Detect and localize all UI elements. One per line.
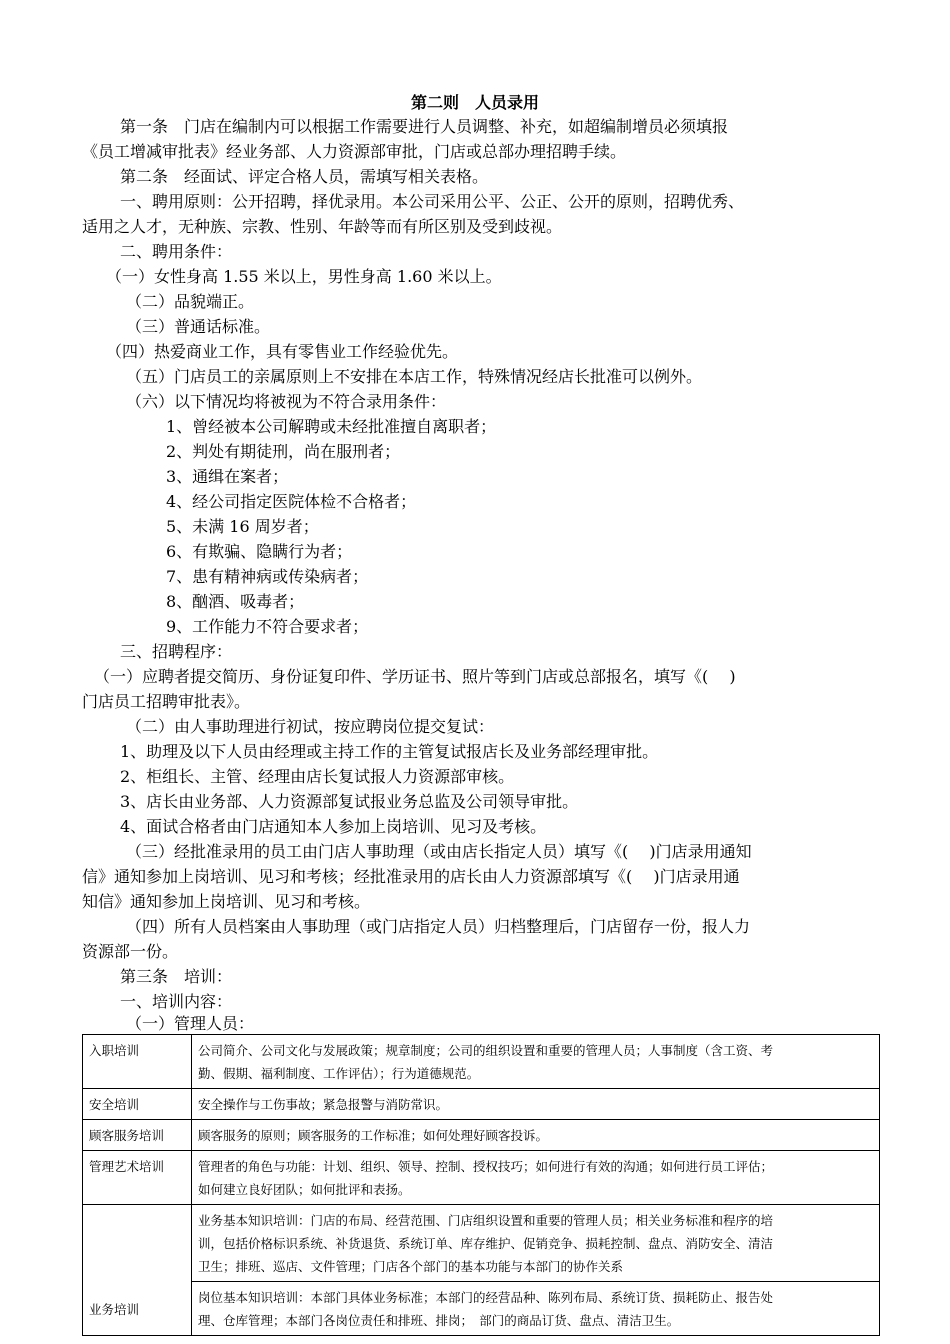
list-item: 7、患有精神病或传染病者； — [166, 567, 369, 586]
paragraph-line: （五）门店员工的亲属原则上不安排在本店工作，特殊情况经店长批准可以例外。 — [126, 367, 703, 386]
paragraph-line: 知信》通知参加上岗培训、见习和考核。 — [82, 892, 371, 911]
cell-line: 卫生；排班、巡店、文件管理；门店各个部门的基本功能与本部门的协作关系 — [198, 1259, 624, 1274]
cell-line: 管理者的角色与功能：计划、组织、领导、控制、授权技巧；如何进行有效的沟通；如何进行员工评估； — [198, 1159, 774, 1174]
list-item: 2、柜组长、主管、经理由店长复试报人力资源部审核。 — [120, 767, 515, 786]
paragraph-line: 资源部一份。 — [82, 942, 179, 961]
paragraph-line: 第三条 培训： — [120, 967, 233, 986]
paragraph-line: 一、聘用原则：公开招聘，择优录用。本公司采用公平、公正、公开的原则，招聘优秀、 — [120, 192, 745, 211]
table-cell — [192, 1282, 880, 1336]
list-item: 4、面试合格者由门店通知本人参加上岗培训、见习及考核。 — [120, 817, 547, 836]
paragraph-line: （一）管理人员： — [126, 1014, 255, 1033]
paragraph-line: （六）以下情况均将被视为不符合录用条件： — [126, 392, 447, 411]
list-item: 5、未满 16 周岁者； — [166, 517, 319, 536]
table-cell — [192, 1120, 880, 1151]
paragraph-line: 二、聘用条件： — [120, 242, 233, 261]
table-row-label: 业务培训 — [83, 1205, 192, 1336]
table-row — [83, 1089, 880, 1120]
cell-line: 岗位基本知识培训：本部门具体业务标准；本部门的经营品种、陈列布局、系统订货、损耗防止、报告处 — [198, 1290, 774, 1305]
section-title: 第二则 人员录用 — [410, 93, 539, 112]
list-item: 4、经公司指定医院体检不合格者； — [166, 492, 417, 511]
table-row-label: 入职培训 — [83, 1035, 192, 1089]
table-row — [83, 1282, 880, 1336]
cell-line: 顾客服务的原则；顾客服务的工作标准；如何处理好顾客投诉。 — [198, 1128, 549, 1143]
table-row — [83, 1035, 880, 1089]
paragraph-line: 门店员工招聘审批表》。 — [82, 692, 251, 711]
paragraph-line: （三）普通话标准。 — [126, 317, 271, 336]
list-item: 8、酗酒、吸毒者； — [166, 592, 305, 611]
cell-line: 理、仓库管理；本部门各岗位责任和排班、排岗； 部门的商品订货、盘点、清洁卫生。 — [198, 1313, 680, 1328]
paragraph-line: （三）经批准录用的员工由门店人事助理（或由店长指定人员）填写《( )门店录用通知 — [126, 842, 752, 861]
paragraph-line: （四）所有人员档案由人事助理（或门店指定人员）归档整理后，门店留存一份，报人力 — [126, 917, 751, 936]
table-cell — [192, 1205, 880, 1282]
paragraph-line: 适用之人才，无种族、宗教、性别、年龄等而有所区别及受到歧视。 — [82, 217, 563, 236]
table-row — [83, 1120, 880, 1151]
cell-line: 训，包括价格标识系统、补货退货、系统订单、库存维护、促销竞争、损耗控制、盘点、消防安全、清洁 — [198, 1236, 774, 1251]
paragraph-line: 三、招聘程序： — [120, 642, 233, 661]
list-item: 1、助理及以下人员由经理或主持工作的主管复试报店长及业务部经理审批。 — [120, 742, 659, 761]
table-row — [83, 1151, 880, 1205]
paragraph-line: （一）应聘者提交简历、身份证复印件、学历证书、照片等到门店或总部报名，填写《( ) — [94, 667, 736, 686]
list-item: 9、工作能力不符合要求者； — [166, 617, 369, 636]
paragraph-line: 《员工增减审批表》经业务部、人力资源部审批，门店或总部办理招聘手续。 — [82, 142, 627, 161]
paragraph-line: （四）热爱商业工作，具有零售业工作经验优先。 — [106, 342, 459, 361]
cell-line: 业务基本知识培训：门店的布局、经营范围、门店组织设置和重要的管理人员；相关业务标准和程序的培 — [198, 1213, 774, 1228]
paragraph-line: （二）由人事助理进行初试，按应聘岗位提交复试： — [126, 717, 495, 736]
paragraph-line: 第二条 经面试、评定合格人员，需填写相关表格。 — [120, 167, 489, 186]
cell-line: 勤、假期、福利制度、工作评估）；行为道德规范。 — [198, 1066, 480, 1081]
paragraph-line: 第一条 门店在编制内可以根据工作需要进行人员调整、补充，如超编制增员必须填报 — [120, 117, 729, 136]
table-row — [83, 1205, 880, 1282]
training-table — [82, 1034, 880, 1336]
paragraph-line: （二）品貌端正。 — [126, 292, 255, 311]
list-item: 1、曾经被本公司解聘或未经批准擅自离职者； — [166, 417, 497, 436]
table-row-label: 安全培训 — [83, 1089, 192, 1120]
list-item: 2、判处有期徒刑，尚在服刑者； — [166, 442, 401, 461]
table-cell — [192, 1089, 880, 1120]
table-cell — [192, 1035, 880, 1089]
paragraph-line: 一、培训内容： — [120, 992, 233, 1011]
paragraph-line: 信》通知参加上岗培训、见习和考核；经批准录用的店长由人力资源部填写《( )门店录用通 — [82, 867, 740, 886]
table-cell — [192, 1151, 880, 1205]
list-item: 3、店长由业务部、人力资源部复试报业务总监及公司领导审批。 — [120, 792, 579, 811]
cell-line: 如何建立良好团队；如何批评和表扬。 — [198, 1182, 411, 1197]
table-row-label: 管理艺术培训 — [83, 1151, 192, 1205]
cell-line: 安全操作与工伤事故；紧急报警与消防常识。 — [198, 1097, 449, 1112]
list-item: 6、有欺骗、隐瞒行为者； — [166, 542, 353, 561]
table-row-label: 顾客服务培训 — [83, 1120, 192, 1151]
list-item: 3、通缉在案者； — [166, 467, 289, 486]
cell-line: 公司简介、公司文化与发展政策；规章制度；公司的组织设置和重要的管理人员；人事制度（含工资、考 — [198, 1043, 774, 1058]
paragraph-line: （一）女性身高 1.55 米以上，男性身高 1.60 米以上。 — [106, 267, 502, 286]
